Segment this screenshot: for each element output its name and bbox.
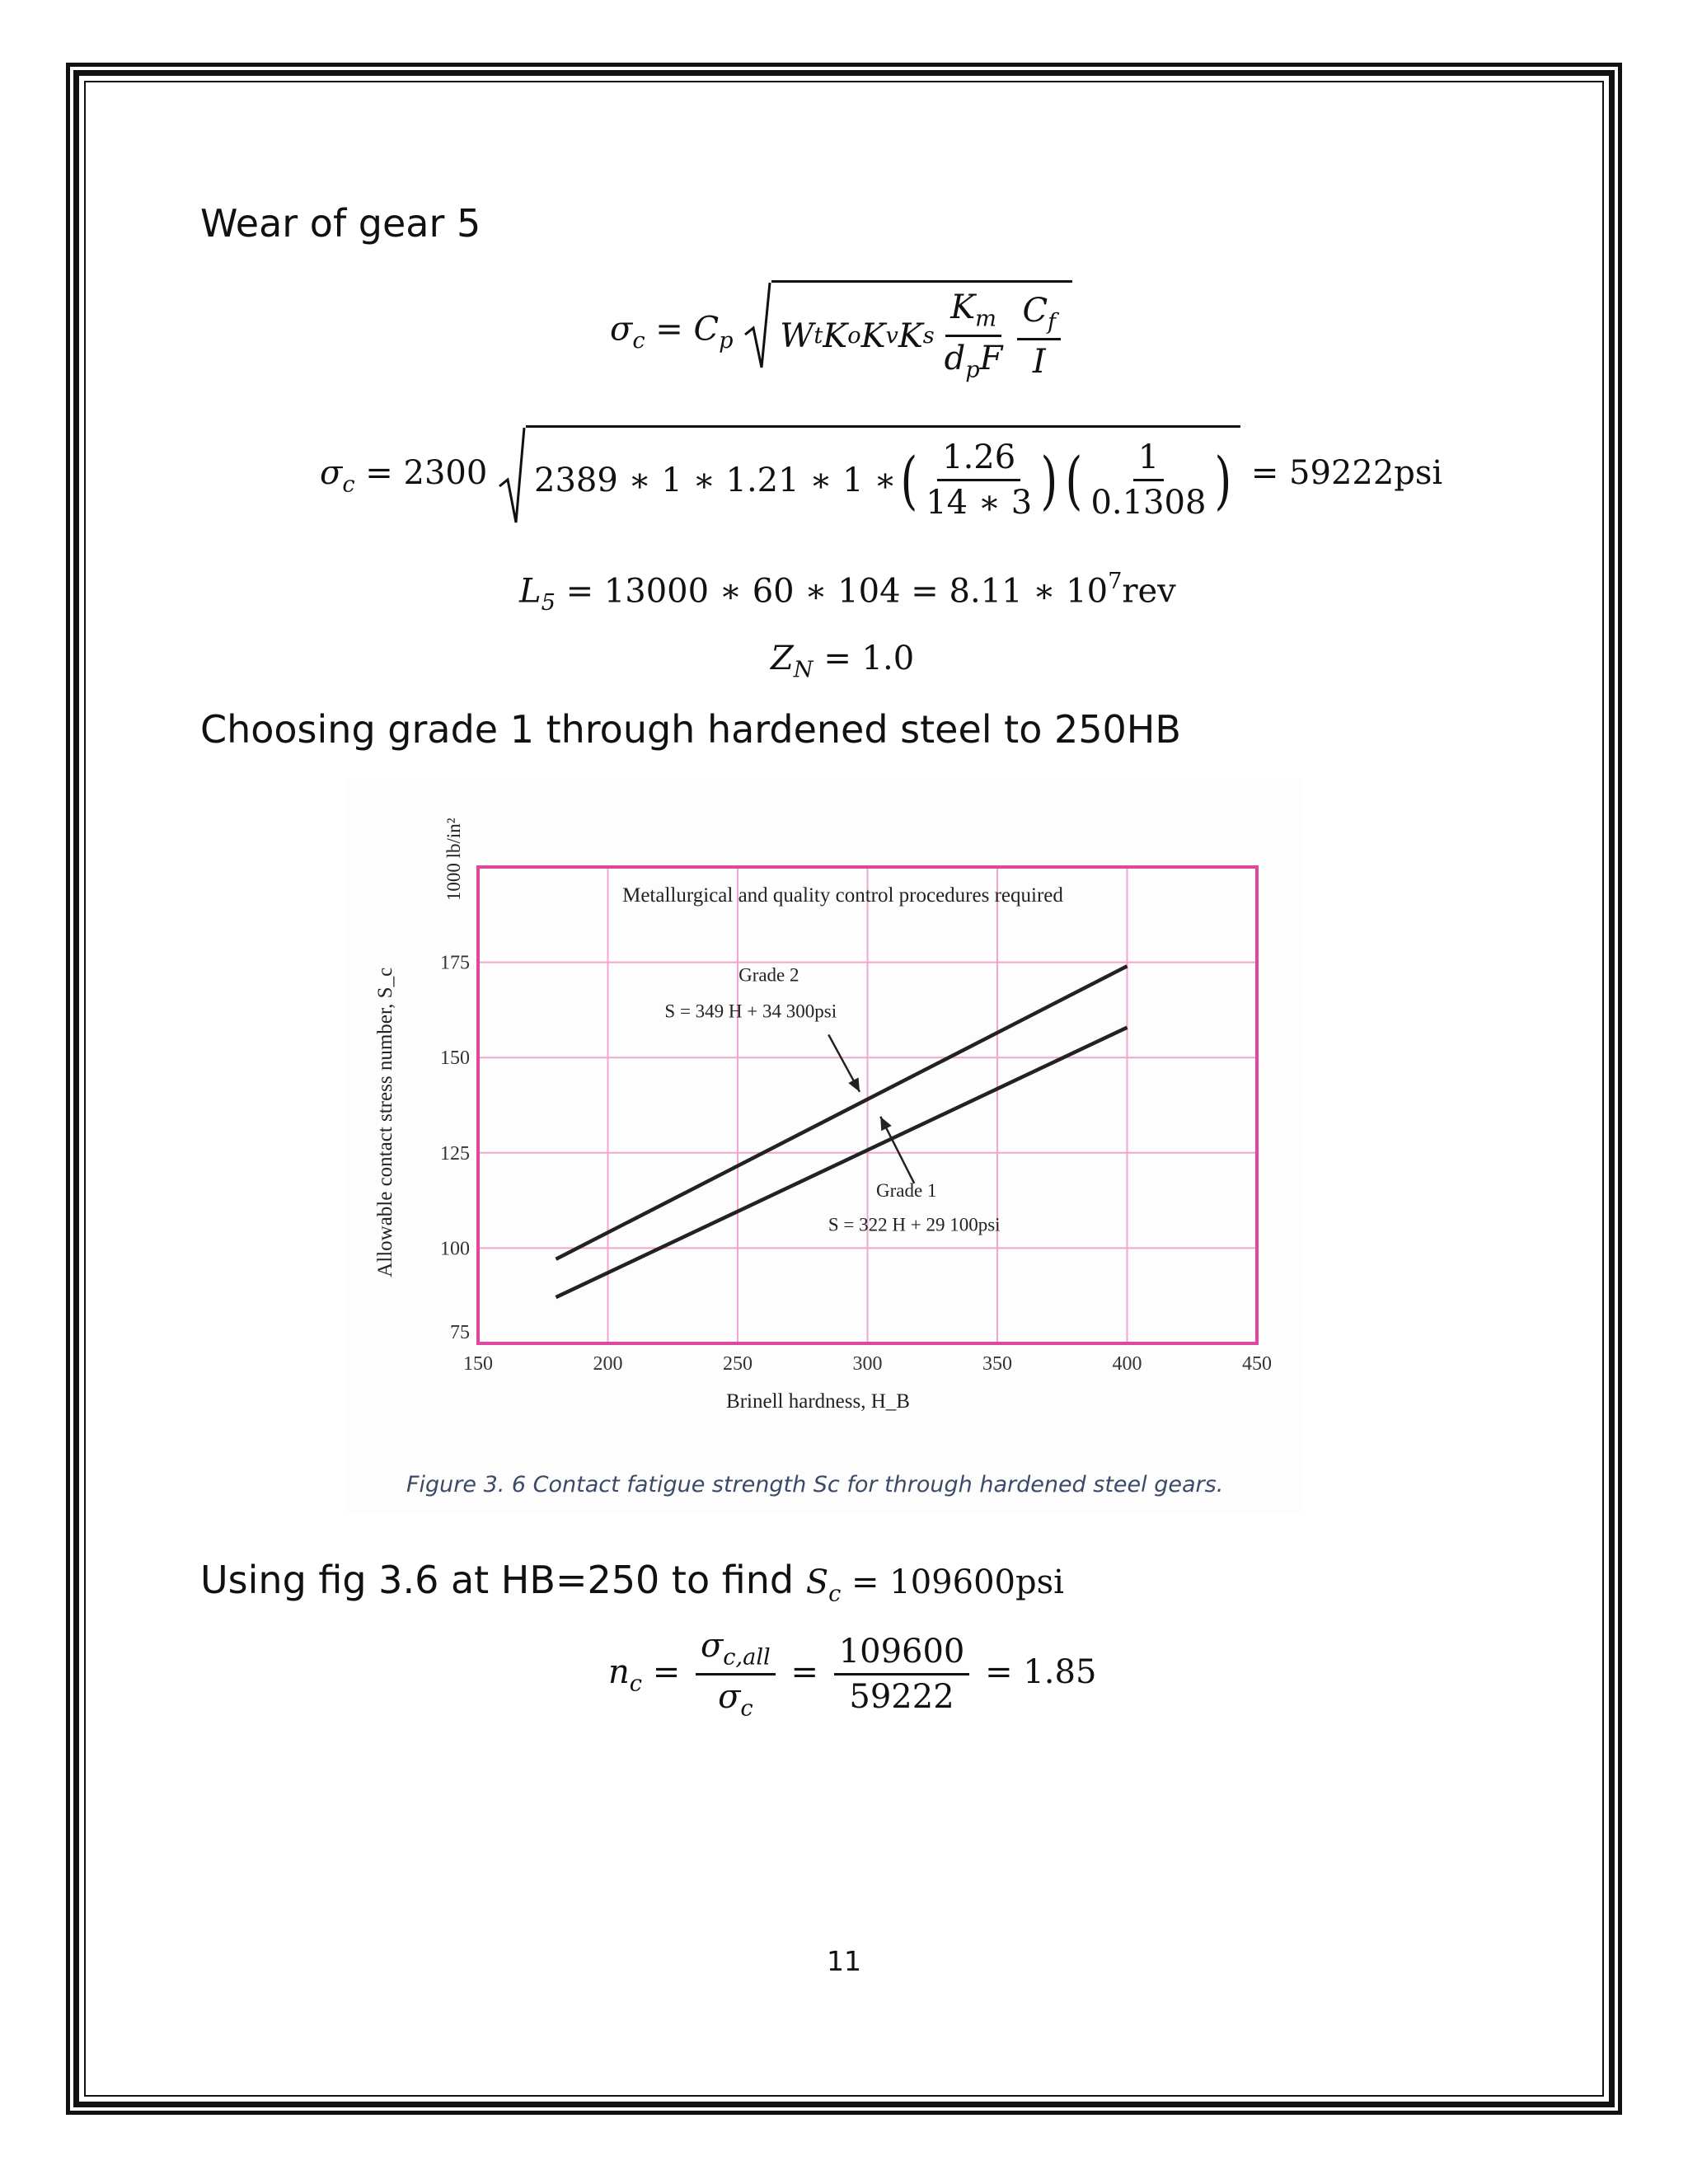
y-tick-label: 75 xyxy=(450,1322,470,1343)
stress-ratio-fraction xyxy=(696,1628,776,1722)
radical-sign-icon xyxy=(743,280,771,371)
zn-expression: = 1.0 xyxy=(823,640,915,677)
safety-factor-calculation xyxy=(608,1628,1096,1722)
y-axis-label: Allowable contact stress number, S_c xyxy=(374,967,396,1277)
x-tick-label: 350 xyxy=(982,1353,1012,1375)
fraction-den: 59222 xyxy=(849,1678,954,1717)
dp-sub: p xyxy=(965,357,980,383)
y-tick-label: 125 xyxy=(440,1142,470,1165)
sigma-symbol: σ xyxy=(718,1678,741,1717)
equals-sign: = xyxy=(655,310,683,349)
right-paren: ) xyxy=(1214,443,1232,517)
radical-sign-icon xyxy=(498,425,526,526)
y-tick-label: 175 xyxy=(440,952,470,974)
w-symbol: W xyxy=(780,316,814,355)
life-calculation xyxy=(519,569,1176,616)
figure-caption: Figure 3. 6 Contact fatigue strength Sc for through hardened steel gears. xyxy=(406,1472,1224,1497)
life-exponent: 7 xyxy=(1108,569,1123,594)
left-paren: ( xyxy=(1065,443,1083,517)
y-axis-unit: 1000 lb/in² xyxy=(443,818,464,902)
cp-sub: p xyxy=(719,327,734,354)
f-symbol: F xyxy=(979,340,1003,378)
face-width-fraction xyxy=(921,439,1037,521)
grade1-label: Grade 1 xyxy=(876,1179,937,1201)
sc-sub: c xyxy=(828,1581,842,1607)
grade2-label: Grade 2 xyxy=(738,964,799,986)
x-tick-label: 450 xyxy=(1242,1353,1272,1375)
x-tick-label: 150 xyxy=(463,1353,493,1375)
w-sup: t xyxy=(814,323,823,349)
y-tick-label: 150 xyxy=(440,1047,470,1070)
x-tick-label: 300 xyxy=(852,1353,883,1375)
ks-sub: s xyxy=(922,323,935,349)
life-expression: = 13000 ∗ 60 ∗ 104 = 8.11 ∗ 10 xyxy=(565,572,1109,611)
square-root xyxy=(743,280,1072,383)
ks-symbol: K xyxy=(898,316,923,355)
cp-value: 2300 xyxy=(403,454,488,492)
sigma-all-symbol: σ xyxy=(700,1627,724,1665)
right-paren: ) xyxy=(1040,443,1058,517)
sigma-sub: c xyxy=(740,1695,753,1722)
radicand-product: 2389 ∗ 1 ∗ 1.21 ∗ 1 ∗ xyxy=(534,461,897,499)
sigma-symbol: σ xyxy=(320,454,343,492)
km-sub: m xyxy=(975,306,996,332)
cf-sub: f xyxy=(1048,309,1057,335)
sc-lookup-text: Using fig 3.6 at HB=250 to find xyxy=(200,1558,795,1602)
wear-stress-calculation xyxy=(320,425,1442,526)
km-num: K xyxy=(950,288,976,326)
life-unit: rev xyxy=(1122,572,1176,611)
section-heading: Wear of gear 5 xyxy=(200,201,481,246)
equals-sign: = xyxy=(790,1652,818,1691)
sigma-sub: c xyxy=(632,327,645,354)
cf-fraction xyxy=(1017,293,1061,380)
geometry-fraction xyxy=(1085,439,1211,521)
sigma-symbol: σ xyxy=(610,310,633,349)
ko-sub: o xyxy=(847,323,861,349)
sigma-sub: c xyxy=(342,471,355,498)
cf-num: C xyxy=(1022,291,1048,330)
ko-symbol: K xyxy=(823,316,848,355)
sc-symbol: S xyxy=(805,1563,829,1601)
wear-formula xyxy=(610,280,1072,383)
sc-expression: = 109600psi xyxy=(851,1563,1064,1601)
km-fraction xyxy=(940,289,1008,383)
kv-sub: v xyxy=(885,323,898,349)
grade-sentence: Choosing grade 1 through hardened steel to 250HB xyxy=(200,707,1181,752)
safety-factor-result: = 1.85 xyxy=(985,1652,1097,1691)
zn-sub: N xyxy=(793,657,814,683)
sigma-all-sub: c,all xyxy=(723,1644,771,1671)
y-tick-label: 100 xyxy=(440,1238,470,1260)
cp-symbol: C xyxy=(693,310,720,349)
l-symbol: L xyxy=(519,572,542,611)
x-axis-label: Brinell hardness, H_B xyxy=(726,1390,910,1413)
x-tick-label: 250 xyxy=(723,1353,753,1375)
fraction-den: 14 ∗ 3 xyxy=(926,484,1033,522)
nc-sub: c xyxy=(629,1671,642,1697)
page-number: 11 xyxy=(827,1945,861,1977)
contact-strength-chart xyxy=(363,791,1302,1434)
sc-value xyxy=(805,1563,1064,1607)
left-paren: ( xyxy=(899,443,917,517)
dp-symbol: d xyxy=(944,340,966,378)
equals-sign: = xyxy=(652,1652,681,1691)
zn-symbol: Z xyxy=(771,640,794,677)
numeric-ratio-fraction xyxy=(834,1633,970,1715)
grade1-line xyxy=(556,1028,1128,1297)
kv-symbol: K xyxy=(860,316,886,355)
chart-banner: Metallurgical and quality control procedures required xyxy=(622,884,1063,907)
sc-lookup-sentence xyxy=(200,1558,1064,1607)
i-symbol: I xyxy=(1032,343,1046,382)
fraction-den: 0.1308 xyxy=(1090,484,1207,522)
zn-value xyxy=(771,640,914,683)
fraction-num: 1 xyxy=(1133,439,1164,481)
nc-symbol: n xyxy=(608,1652,630,1691)
l-sub: 5 xyxy=(541,589,556,616)
grade2-equation: S = 349 H + 34 300psi xyxy=(664,1001,837,1022)
grade1-equation: S = 322 H + 29 100psi xyxy=(828,1214,1001,1235)
equals-sign: = xyxy=(365,454,393,492)
fraction-num: 109600 xyxy=(834,1633,970,1675)
square-root xyxy=(498,425,1240,526)
fraction-num: 1.26 xyxy=(937,439,1020,481)
wear-stress-result: = 59222psi xyxy=(1250,454,1443,492)
x-tick-label: 400 xyxy=(1112,1353,1142,1375)
x-tick-label: 200 xyxy=(593,1353,623,1375)
